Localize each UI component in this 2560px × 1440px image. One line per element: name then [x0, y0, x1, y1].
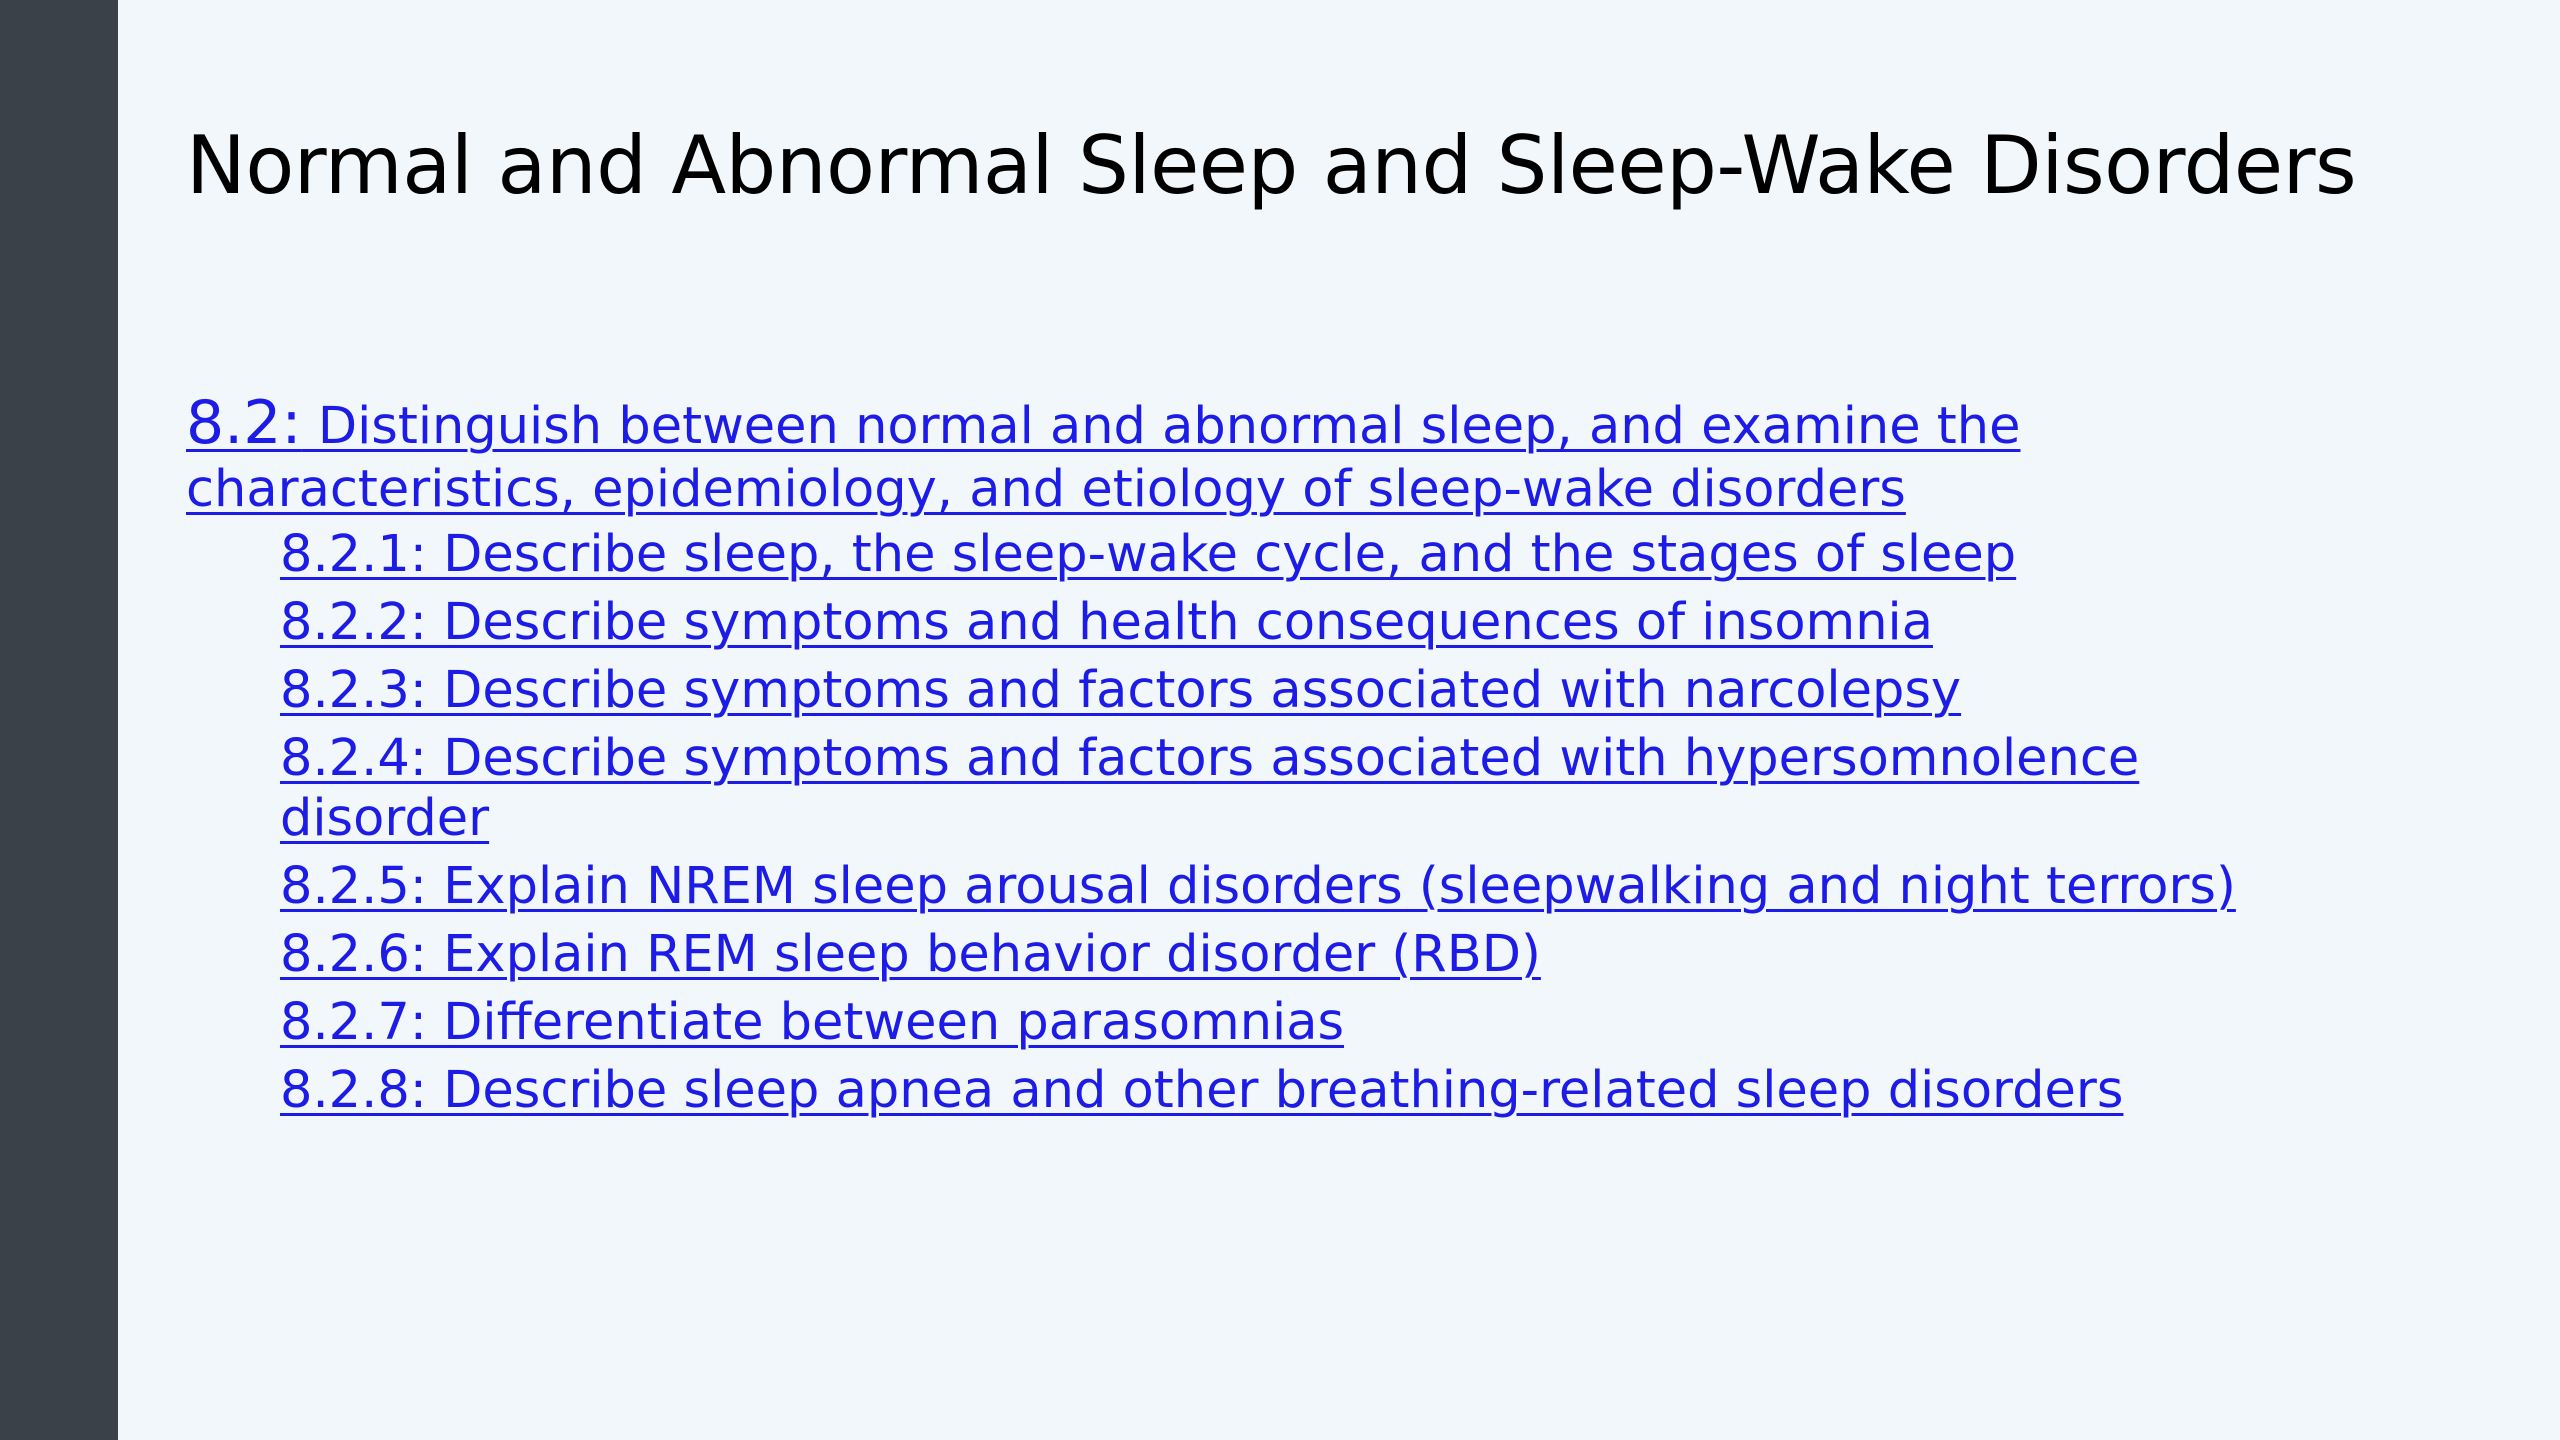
main-objective-number: 8.2: — [186, 388, 302, 458]
objectives-list — [186, 388, 2386, 1129]
main-objective-link[interactable] — [186, 388, 2021, 519]
sub-objective-link-8-2-8[interactable]: 8.2.8: Describe sleep apnea and other breathing-related sleep disorders — [280, 1061, 2124, 1120]
sub-objective-item — [280, 857, 2380, 917]
sub-objective-item — [280, 729, 2310, 849]
sub-objective-link-8-2-2[interactable]: 8.2.2: Describe symptoms and health consequences of insomnia — [280, 593, 1933, 652]
sub-objective-item — [280, 1061, 2380, 1121]
sub-objective-item — [280, 661, 2380, 721]
sub-objective-item — [280, 925, 2380, 985]
sub-objective-link-8-2-4[interactable]: 8.2.4: Describe symptoms and factors associated with hypersomnolence disorder — [280, 729, 2140, 848]
slide-title: Normal and Abnormal Sleep and Sleep-Wake Disorders — [186, 119, 2357, 212]
sub-objective-item — [280, 593, 2380, 653]
left-accent-bar — [0, 0, 118, 1440]
sub-objective-item — [280, 525, 2380, 585]
sub-objective-link-8-2-6[interactable]: 8.2.6: Explain REM sleep behavior disorder (RBD) — [280, 925, 1541, 984]
main-objective-text: Distinguish between normal and abnormal sleep, and examine the characteristics, epidemiology, and etiology of sleep-wake disorders — [186, 397, 2021, 519]
main-objective — [186, 388, 2236, 1121]
sub-objective-link-8-2-7[interactable]: 8.2.7: Differentiate between parasomnias — [280, 993, 1345, 1052]
sub-objectives-list — [280, 525, 2236, 1121]
sub-objective-item — [280, 993, 2380, 1053]
sub-objective-link-8-2-1[interactable]: 8.2.1: Describe sleep, the sleep-wake cycle, and the stages of sleep — [280, 525, 2017, 584]
sub-objective-link-8-2-3[interactable]: 8.2.3: Describe symptoms and factors associated with narcolepsy — [280, 661, 1962, 720]
sub-objective-link-8-2-5[interactable]: 8.2.5: Explain NREM sleep arousal disorders (sleepwalking and night terrors) — [280, 857, 2236, 916]
